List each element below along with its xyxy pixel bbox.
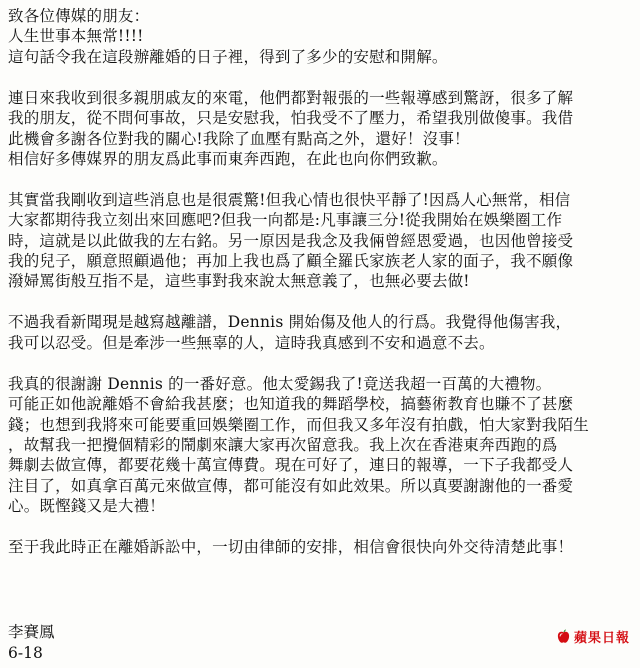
paragraph-6-line: 至于我此時正在離婚訴訟中，一切由律師的安排，相信會很快向外交待清楚此事！: [8, 538, 574, 557]
paragraph-5-line: 注目了，如真拿百萬元來做宣傳，都可能沒有如此效果。所以真要謝謝他的一番愛: [8, 476, 574, 495]
paragraph-5-line: 我真的很謝謝 Dennis 的一番好意。他太愛錫我了!竟送我超一百萬的大禮物。: [8, 374, 552, 393]
paragraph-3-line: 大家都期待我立刻出來回應吧?但我一向都是:凡事讓三分!從我開始在娛樂圈工作: [8, 211, 563, 230]
paragraph-3-line: 時，這就是以此做我的左右銘。另一原因是我念及我倆曾經恩愛過，也因他曾接受: [8, 231, 574, 250]
signature-block: [8, 622, 55, 664]
newspaper-logo: [555, 627, 630, 646]
signature-name: 李賽鳳: [8, 623, 55, 641]
signature-date: 6-18: [8, 644, 43, 662]
paragraph-3-line: 潑婦罵街般互指不是，這些事對我來說太無意義了，也無必要去做!: [8, 272, 470, 291]
logo-text: 蘋果日報: [573, 631, 630, 646]
paragraph-5-line: 心。既慳錢又是大禮！: [8, 497, 166, 516]
paragraph-4-line: 不過我看新聞現是越寫越離譜，Dennis 開始傷及他人的行爲。我覺得他傷害我，: [8, 313, 572, 332]
letter-greeting: 致各位傳媒的朋友：: [8, 7, 150, 25]
paragraph-3-line: 我的兒子，願意照顧過他；再加上我也爲了顧全羅氏家族老人家的面子，我不願像: [8, 252, 574, 271]
paragraph-1-line: 人生世事本無常!!!!: [8, 27, 144, 46]
paragraph-5-line: 錢；也想到我將來可能要重回娛樂圈工作，而但我又多年沒有拍戲，怕大家對我陌生: [8, 415, 589, 434]
paragraph-5-line: ，故幫我一把攪個精彩的鬧劇來讓大家再次留意我。我上次在香港東奔西跑的爲: [8, 436, 558, 455]
paragraph-1-line: 這句話令我在這段辦離婚的日子裡，得到了多少的安慰和開解。: [8, 47, 448, 66]
paragraph-2-line: 相信好多傳媒界的朋友爲此事而東奔西跑，在此也向你們致歉。: [8, 149, 448, 168]
paragraph-4-line: 我可以忍受。但是牽涉一些無辜的人，這時我真感到不安和過意不去。: [8, 333, 495, 352]
paragraph-5-line: 舞劇去做宣傳，都要花幾十萬宣傳費。現在可好了，連日的報導，一下子我都受人: [8, 456, 574, 475]
paragraph-3-line: 其實當我剛收到這些消息也是很震驚!但我心情也很快平靜了!因爲人心無常，相信: [8, 190, 571, 209]
paragraph-2-line: 此機會多謝各位對我的關心!我除了血壓有點高之外，還好！沒事！: [8, 129, 470, 148]
paragraph-2-line: 連日來我收到很多親朋戚友的來電，他們都對報張的一些報導感到驚訝，很多了解: [8, 88, 574, 107]
apple-icon: [555, 628, 572, 645]
letter-body: [8, 6, 634, 558]
paragraph-5-line: 可能正如他說離婚不會給我甚麼；也知道我的舞蹈學校，搞藝術教育也賺不了甚麼: [8, 395, 574, 414]
paragraph-2-line: 我的朋友，從不問何事故，只是安慰我，怕我受不了壓力，希望我別做傻事。我借: [8, 109, 574, 128]
